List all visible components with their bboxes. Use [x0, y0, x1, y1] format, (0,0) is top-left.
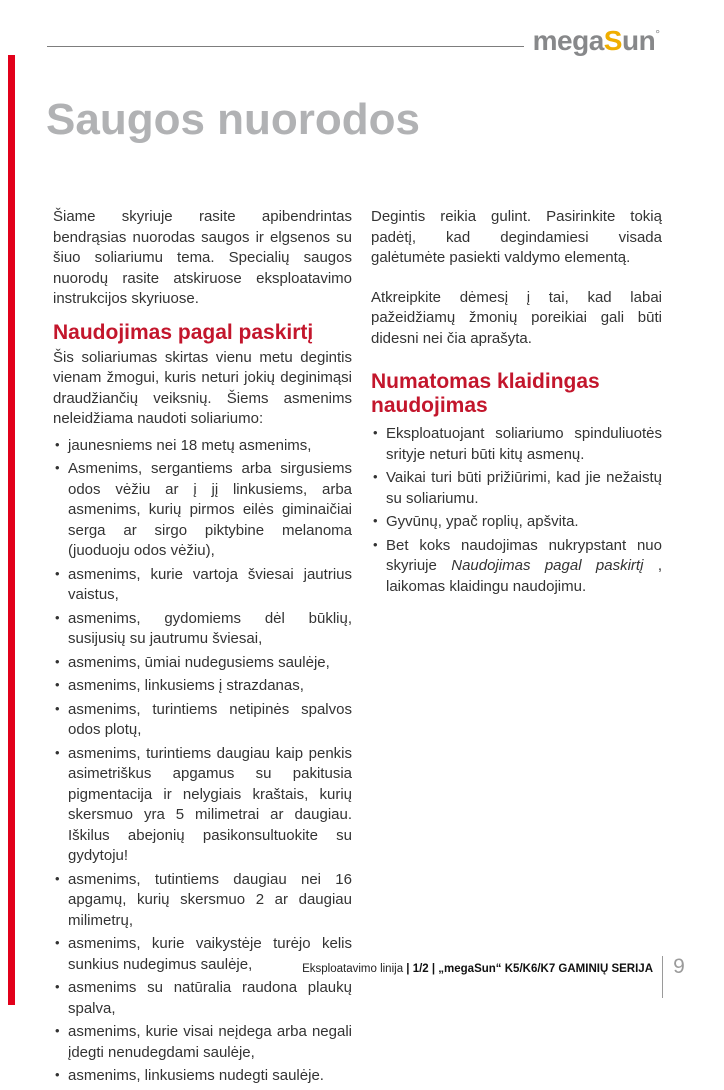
tanning-position-paragraph: Degintis reikia gulint. Pasirinkite tokią padėtį, kad degindamiesi visada galėtumėte pasiekti valdymo elementą.: [371, 208, 662, 266]
section-heading-intended-use: Naudojimas pagal paskirtį: [53, 320, 314, 344]
intended-use-paragraph: Šis soliariumas skirtas vienu metu degintis vienam žmogui, kuris neturi jokių deginimąsi draudžiančių veiksnių. Šiems asmenims neleidžiama naudoti soliariumo:: [53, 348, 352, 427]
logo-text-mega: mega: [532, 25, 604, 56]
intended-use-bullet-list: [53, 436, 352, 1087]
list-item: [371, 536, 662, 598]
header-rule: [47, 46, 524, 47]
logo-trademark-icon: °: [655, 27, 660, 41]
intro-paragraph: Šiame skyriuje rasite apibendrintas bendrąsias nuorodas saugos ir elgsenos su šiuo soliariumu tema. Specialių saugos nuorodų rasite atskiruose eksploatavimo instrukcijos skyriuose.: [53, 208, 352, 307]
list-item: • asmenims, kurie vartoja šviesai jautrius vaistus,: [53, 565, 352, 606]
logo-accent-s: S: [603, 25, 622, 56]
page-title: Saugos nuorodos: [46, 95, 420, 144]
vulnerable-people-paragraph: Atkreipkite dėmesį į tai, kad labai pažeidžiamų žmonių poreikiai gali būti didesni nei čia aprašyta.: [371, 288, 662, 347]
list-item: • asmenims, kurie vaikystėje turėjo kelis sunkius nudegimus saulėje,: [53, 934, 352, 975]
list-item: • Eksploatuojant soliariumo spinduliuotės srityje neturi būti kitų asmenų.: [371, 424, 662, 465]
list-item: • asmenims, ūmiai nudegusiems saulėje,: [53, 653, 352, 674]
footer-label-bold: | 1/2 | „megaSun“ K5/K6/K7 GAMINIŲ SERIJA: [406, 963, 653, 975]
megasun-logo: [533, 20, 660, 55]
left-column: [53, 207, 352, 1090]
list-item: • asmenims, tutintiems daugiau nei 16 apgamų, kurių skersmuo 2 ar daugiau milimetrų,: [53, 870, 352, 932]
list-item: • asmenims, linkusiems į strazdanas,: [53, 676, 352, 697]
list-item-italic-reference: Naudojimas pagal paskirtį: [451, 557, 644, 574]
right-column: [371, 207, 662, 600]
footer-separator: [662, 956, 663, 998]
list-item: • Vaikai turi būti prižiūrimi, kad jie nežaistų su soliariumu.: [371, 468, 662, 509]
list-item: • Asmenims, sergantiems arba sirgusiems odos vėžiu ar į jį linkusiems, arba asmenims, kurių pirmos eilės giminaičiai serga ar sirgo piktybine melanoma (juoduoju odos vėžiu),: [53, 459, 352, 562]
list-item: • asmenims, gydomiems dėl būklių, susijusių su jautrumu šviesai,: [53, 609, 352, 650]
list-item: • asmenims, turintiems netipinės spalvos odos plotų,: [53, 700, 352, 741]
footer-label-regular: Eksploatavimo linija: [302, 963, 407, 975]
logo-text-un: un: [621, 25, 656, 56]
misuse-bullet-list: [371, 424, 662, 597]
list-item: • asmenims, turintiems daugiau kaip penkis asimetriškus apgamus su pakitusia pigmentacija ir nelygiais kraštais, kurių skersmuo yra 5 milimetrai ar daugiau. Iškilus abejonių pasikonsultuokite su gydytoju!: [53, 744, 352, 867]
footer-series-label: [302, 962, 653, 976]
list-item: • asmenims, kurie visai neįdega arba negali įdegti nenudegdami saulėje,: [53, 1022, 352, 1063]
section-heading-misuse: Numatomas klaidingas naudojimas: [371, 370, 600, 417]
left-accent-bar: [8, 55, 15, 1005]
list-item: • jaunesniems nei 18 metų asmenims,: [53, 436, 352, 457]
list-item-text: , laikomas klaidingu naudojimu.: [386, 557, 662, 595]
list-item: • Gyvūnų, ypač roplių, apšvita.: [371, 512, 662, 533]
page-number: 9: [673, 955, 685, 978]
list-item-text: Bet koks naudojimas nukrypstant nuo skyriuje: [386, 536, 662, 574]
list-item: • asmenims su natūralia raudona plaukų spalva,: [53, 978, 352, 1019]
list-item: • asmenims, linkusiems nudegti saulėje.: [53, 1066, 352, 1087]
